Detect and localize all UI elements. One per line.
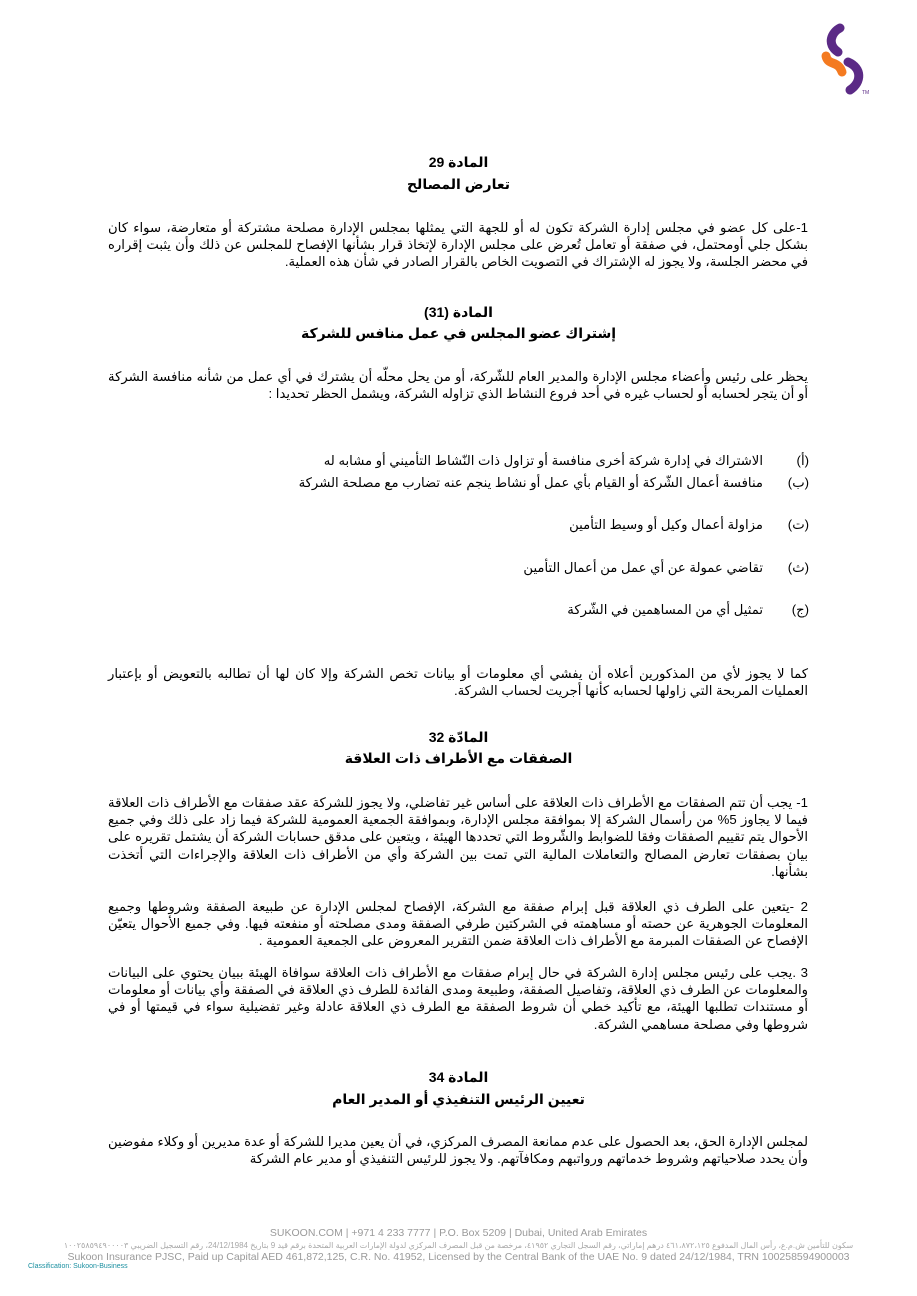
list-item-mark: (ت) <box>787 517 809 532</box>
list-item <box>209 452 809 469</box>
article-32-title: المادّة 32 <box>428 729 489 745</box>
article-32-para-3: 3 .يجب على رئيس مجلس إدارة الشركة في حال إبرام صفقات مع الأطراف ذات العلاقة سوافاة الهيئة ببيان يحتوي على البيانات والمعلومات عن الطرف ذي العلاقة، وتفاصيل الصفقة، وطبيعة ومدى الفائدة للطرف ذي العلاقة في الصفقة وأي بيانات أو معلومات أو مستندات تطلبها الهيئة، مع تأكيد خطي أن شروط الصفقة مع الطرف ذي العلاقة عادلة وغير تفضيلية سواء في قيمتها أو في شروطها وفي مصلحة مساهمي الشركة. <box>108 965 808 1032</box>
classification-label: Classification: Sukoon-Business <box>28 1263 128 1270</box>
list-item-text: الاشتراك في إدارة شركة أخرى منافسة أو تزاول ذات النّشاط التأميني أو مشابه له <box>323 453 763 468</box>
sukoon-logo <box>818 22 874 98</box>
list-item-mark: (ب) <box>787 475 809 490</box>
article-31-title: المادة (31) <box>424 304 493 320</box>
list-item-text: تقاضي عمولة عن أي عمل من أعمال التأمين <box>523 560 763 575</box>
article-29-subtitle: تعارض المصالح <box>406 176 511 192</box>
footer-contact: SUKOON.COM | +971 4 233 7777 | P.O. Box 5209 | Dubai, United Arab Emirates <box>269 1227 648 1239</box>
list-item <box>209 474 809 491</box>
trademark-mark: TM <box>862 90 870 96</box>
article-34-title: المادة 34 <box>428 1069 489 1085</box>
article-32-para-2: 2 -يتعين على الطرف ذي العلاقة قبل إبرام صفقة مع الشركة، الإفصاح لمجلس الإدارة عن طبيعة الصفقة وشروطها وجميع المعلومات الجوهرية عن حصته أو مساهمته في الشركتين طرفي الصفقة ومدى مصلحته أو منفعته فيها. وفي جميع الأحوال يتعيّن الإفصاح عن الصفقات المبرمة مع الأطراف ذات العلاقة ضمن التقرير المعروض على الجمعية العمومية . <box>108 899 808 949</box>
article-29-body: 1-على كل عضو في مجلس إدارة الشركة تكون له أو للجهة التي يمثلها بمجلس الإدارة مصلحة مشتركة أو متعارضة، سواء كان بشكل جلي أومحتمل، في صفقة أو تعامل تُعرض على مجلس الإدارة لإتخاذ قرار بشأنها الإفصاح للمجلس عن ذلك وأن يثبت إقراره في محضر الجلسة، ولا يجوز له الإشتراك في التصويت الخاص بالقرار الصادر في شأن هذه العملية. <box>108 220 808 270</box>
article-29-title: المادة 29 <box>428 154 489 170</box>
list-item-mark: (ج) <box>791 602 809 617</box>
footer-english-legal: Sukoon Insurance PJSC, Paid up Capital AED 461,872,125, C.R. No. 41952, Licensed by the Central Bank of the UAE No. 9 dated 24/12/1984, TRN 100258594900003 <box>67 1251 850 1263</box>
article-31-closing: كما لا يجوز لأي من المذكورين أعلاه أن يفشي أي معلومات أو بيانات تخص الشركة وإلا كان لها أن تطالبه بالتعويض أو بإعتبار العمليات المربحة التي زاولها لحسابه كأنها أجريت لحساب الشركة. <box>108 666 808 699</box>
article-34-body: لمجلس الإدارة الحق، بعد الحصول على عدم ممانعة المصرف المركزي، في أن يعين مديرا للشركة أو عدة مديرين أو وكلاء مفوضين وأن يحدد صلاحياتهم وشروط خدماتهم ورواتبهم ومكافآتهم. ولا يجوز للرئيس التنفيذي أو مدير عام الشركة <box>108 1134 808 1167</box>
article-31-subtitle: إشتراك عضو المجلس في عمل منافس للشركة <box>300 325 617 341</box>
article-31-intro: يحظر على رئيس وأعضاء مجلس الإدارة والمدير العام للشّركة، أو من يحل محلّه أن يشترك في أي عمل من شأنه منافسة الشركة أو أن يتجر لحسابه أو لحساب غيره في أحد فروع النشاط الذي تزاوله الشركة، ويشمل الحظر تحديدا : <box>108 369 808 402</box>
list-item-text: تمثيل أي من المساهمين في الشّركة <box>567 602 763 617</box>
article-32-para-1: 1- يجب أن تتم الصفقات مع الأطراف ذات العلاقة على أساس غير تفاضلي، ولا يجوز للشركة عقد صفقات مع الأطراف ذات العلاقة فيما لا يجاوز 5% من رأسمال الشركة إلا بموافقة مجلس الإدارة، وبموافقة الجمعية العمومية للشركة فيما زاد على ذلك وفي جميع الأحوال يتم تقييم الصفقات وفقا للضوابط والشّروط التي تحددها الهيئة ، ويتعين على مدقق حسابات الشركة أن يشتمل تقريره على بيان بصفقات تعارض المصالح والتعاملات المالية التي تمت بين الشركة وأي من الأطراف ذات العلاقة والإجراءات التي أتخذت بشأنها. <box>108 795 808 879</box>
list-item-mark: (أ) <box>796 453 809 468</box>
list-item-text: منافسة أعمال الشّركة أو القيام بأي عمل أو نشاط ينجم عنه تضارب مع مصلحة الشركة <box>298 475 763 490</box>
article-32-subtitle: الصفقات مع الأطراف ذات العلاقة <box>344 750 573 766</box>
list-item-text: مزاولة أعمال وكيل أو وسيط التأمين <box>569 517 763 532</box>
list-item-mark: (ث) <box>787 560 809 575</box>
list-item <box>209 516 809 533</box>
list-item <box>209 559 809 576</box>
list-item <box>209 601 809 618</box>
footer-arabic-legal: سكون للتأمين ش.م.ع، رأس المال المدفوع ٤٦١،٨٧٢،١٢٥ درهم إماراتي، رقم السجل التجاري ٤١٩٥٢، مرخصة من قبل المصرف المركزي لدولة الإمارات العربية المتحدة برقم قيد 9 بتاريخ 24/12/1984، رقم التسجيل الضريبي ١٠٠٢٥٨٥٩٤٩٠٠٠٠٣ <box>63 1241 854 1250</box>
article-34-subtitle: تعيين الرئيس التنفيذي أو المدير العام <box>332 1091 585 1107</box>
